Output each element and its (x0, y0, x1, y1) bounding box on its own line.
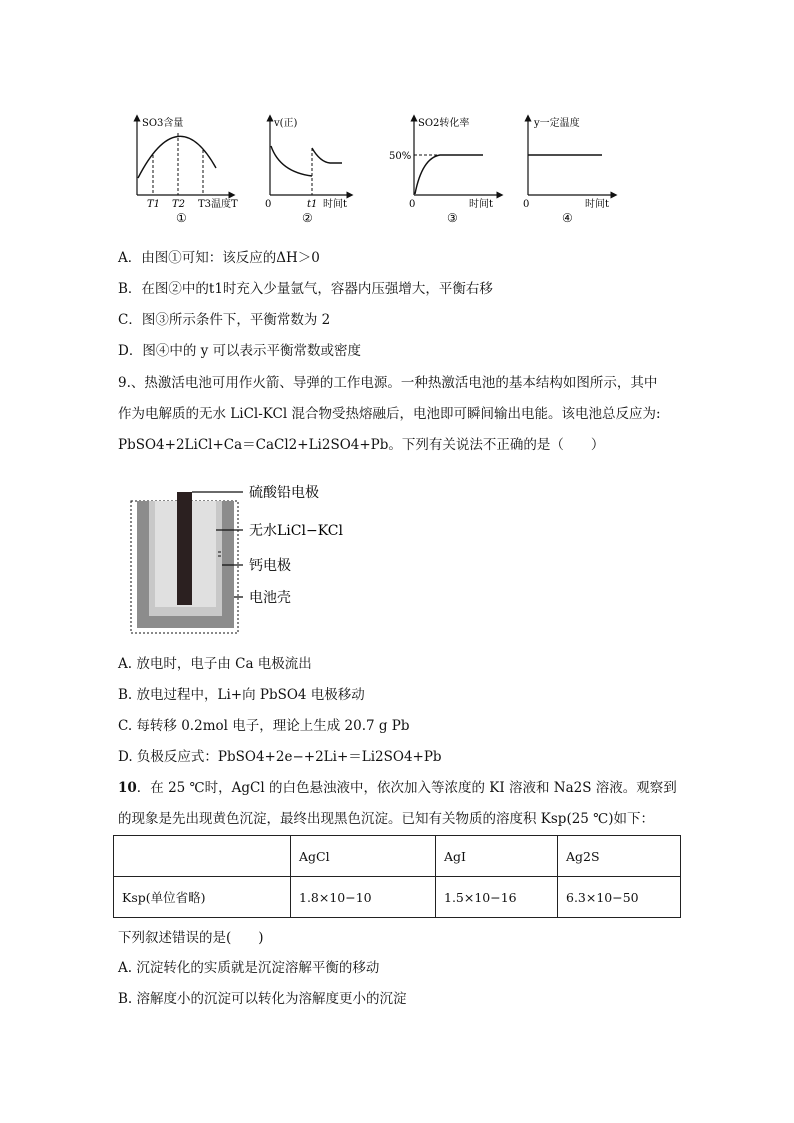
q10-question: 下列叙述错误的是( ) (118, 930, 264, 946)
fig4-number: ④ (562, 211, 573, 225)
fig1-tick-t2: T2 (172, 199, 186, 210)
battery-diagram (125, 472, 425, 642)
label-battery-shell: 电池壳 (249, 590, 291, 606)
label-electrolyte: 无水LiCl−KCl (249, 523, 343, 539)
table-header-cell (114, 836, 291, 877)
table-header-cell: AgCl (291, 836, 436, 877)
table-header-cell: Ag2S (558, 836, 681, 877)
q8-option-b: B．在图②中的t1时充入少量氩气，容器内压强增大，平衡右移 (118, 281, 493, 297)
table-cell: 6.3×10−50 (558, 877, 681, 918)
q8-option-c: C．图③所示条件下，平衡常数为 2 (118, 312, 331, 328)
q10-stem-line2: 的现象是先出现黄色沉淀，最终出现黑色沉淀。已知有关物质的溶度积 Ksp(25 ℃)如下： (118, 811, 655, 827)
q10-option-a: A. 沉淀转化的实质就是沉淀溶解平衡的移动 (118, 960, 380, 976)
q9-stem-line2: 作为电解质的无水 LiCl-KCl 混合物受热熔融后，电池即可瞬间输出电能。该电池总反应为: (118, 406, 661, 422)
fig2-number: ② (302, 211, 313, 225)
fig1-number: ① (176, 211, 187, 225)
q9-option-c: C. 每转移 0.2mol 电子，理论上生成 20.7 g Pb (118, 718, 410, 734)
fig3-tick-0: 0 (409, 199, 416, 210)
table-header-cell: AgI (436, 836, 558, 877)
lead-sulfate-electrode (177, 492, 192, 605)
q9-stem-line1: 9.、热激活电池可用作火箭、导弹的工作电源。一种热激活电池的基本结构如图所示，其中 (118, 375, 658, 391)
fig2-ylabel: v(正) (274, 118, 298, 129)
fig2-tick-time: 时间t (323, 199, 348, 210)
fig2-tick-t1: t1 (307, 199, 318, 210)
q10-stem-text: ．在 25 ℃时，AgCl 的白色悬浊液中，依次加入等浓度的 KI 溶液和 Na2S 溶液。观察到 (136, 780, 677, 796)
q10-stem-line1 (118, 778, 677, 798)
figure-3 (389, 116, 500, 225)
fig4-tick-time: 时间t (585, 199, 610, 210)
figure-1 (137, 116, 238, 225)
q8-figures (0, 0, 794, 240)
table-row-label: Ksp(单位省略) (114, 877, 291, 918)
fig4-tick-0: 0 (523, 199, 530, 210)
table-header-row (114, 836, 681, 877)
fig2-tick-0: 0 (265, 199, 272, 210)
table-cell: 1.8×10−10 (291, 877, 436, 918)
table-row (114, 877, 681, 918)
q9-option-a: A. 放电时，电子由 Ca 电极流出 (118, 656, 312, 672)
label-lead-sulfate-electrode: 硫酸铅电极 (249, 485, 319, 501)
ksp-table (113, 835, 681, 918)
fig1-ylabel: SO3含量 (142, 118, 184, 129)
figure-4 (523, 116, 614, 225)
table-cell: 1.5×10−16 (436, 877, 558, 918)
fig4-ylabel: y一定温度 (534, 118, 580, 129)
fig1-tick-t1: T1 (147, 199, 161, 210)
fig3-tick-time: 时间t (469, 199, 494, 210)
fig3-ylabel: SO2转化率 (418, 118, 470, 129)
q10-number: 10 (118, 780, 137, 796)
fig3-number: ③ (447, 211, 458, 225)
fig3-mark: 50% (389, 151, 412, 162)
q9-stem-line3: PbSO4+2LiCl+Ca＝CaCl2+Li2SO4+Pb。下列有关说法不正确的是（ ） (118, 437, 605, 453)
q10-option-b: B. 溶解度小的沉淀可以转化为溶解度更小的沉淀 (118, 991, 407, 1007)
fig1-tick-t3: T3温度T (198, 199, 238, 210)
figure-2 (265, 117, 350, 225)
label-calcium-electrode: 钙电极 (249, 558, 291, 574)
q8-option-a: A．由图①可知：该反应的ΔH＞0 (118, 250, 320, 266)
q9-option-b: B. 放电过程中，Li+向 PbSO4 电极移动 (118, 687, 365, 703)
q8-option-d: D．图④中的 y 可以表示平衡常数或密度 (118, 343, 362, 359)
q9-option-d: D. 负极反应式：PbSO4+2e−+2Li+＝Li2SO4+Pb (118, 749, 442, 765)
